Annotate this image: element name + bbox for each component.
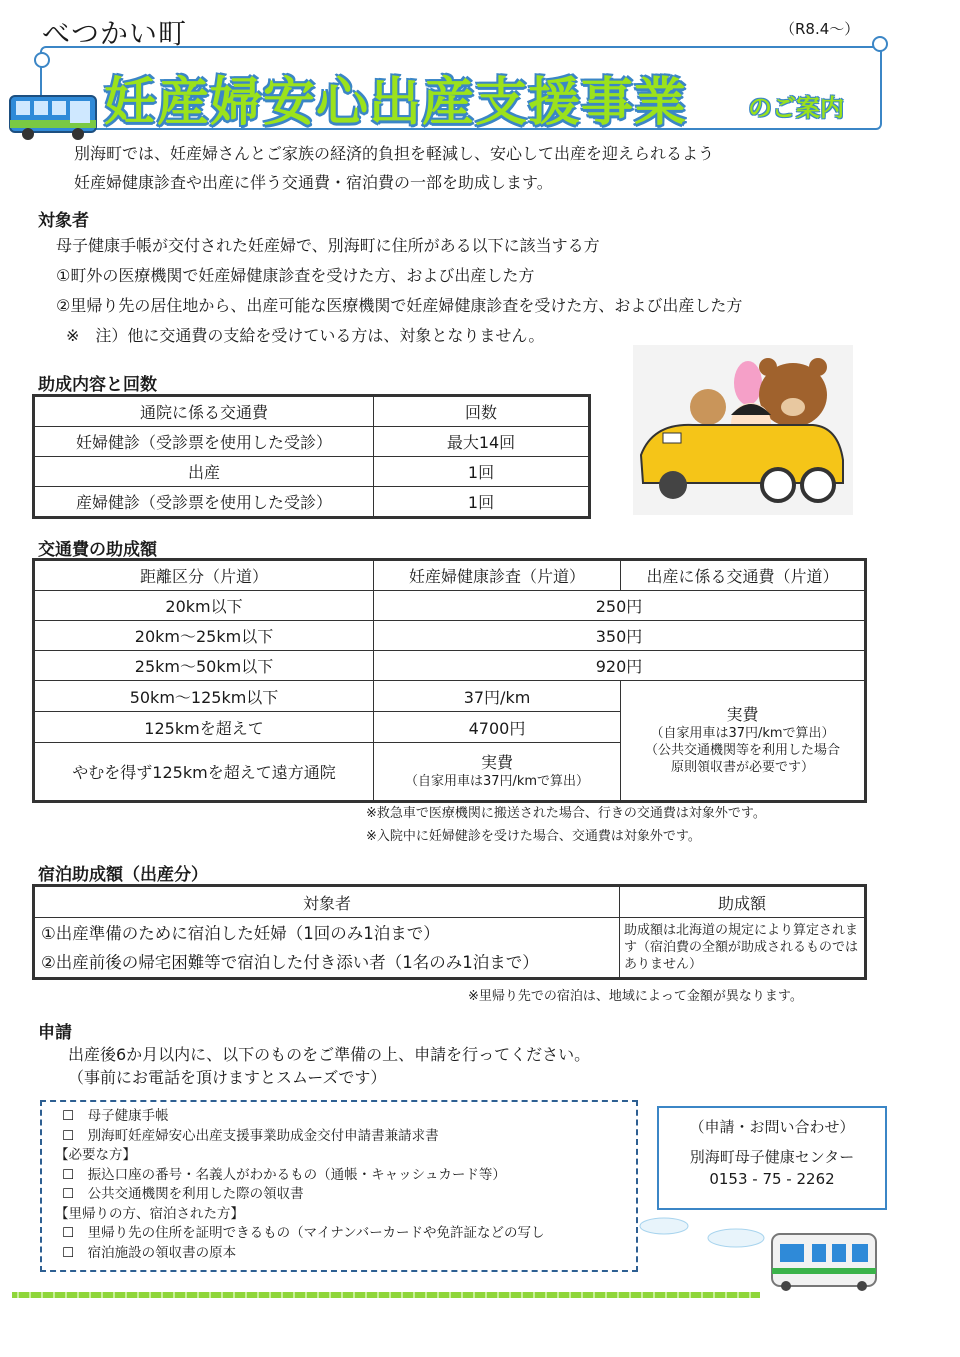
table-cell: 最大14回 <box>374 427 589 457</box>
header-cell: 出産に係る交通費（片道） <box>621 561 865 591</box>
main-title: 妊産婦安心出産支援事業 <box>104 73 688 133</box>
document-item: ☐ 宿泊施設の領収書の原本 <box>62 1245 237 1261</box>
document-item: ☐ 振込口座の番号・名義人がわかるもの（通帳・キャッシュカード等） <box>62 1167 506 1183</box>
table-row <box>35 457 589 487</box>
lodging-item-2: ②出産前後の帰宅困難等で宿泊した付き添い者（1名のみ1泊まで） <box>41 952 539 972</box>
actual-cost-title: 実費 <box>480 753 513 772</box>
document-group-label: 【里帰りの方、宿泊された方】 <box>55 1206 244 1222</box>
document-item: ☐ 母子健康手帳 <box>62 1108 169 1124</box>
document-item: ☐ 公共交通機関を利用した際の領収書 <box>62 1186 304 1202</box>
table-cell: 20km以下 <box>35 591 374 621</box>
contact-name: 別海町母子健康センター <box>689 1148 855 1166</box>
eligibility-heading: 対象者 <box>38 211 89 231</box>
table-row <box>35 621 865 651</box>
town-name: べつかい町 <box>42 17 188 50</box>
bus-illustration <box>8 92 100 142</box>
table-row <box>35 681 865 712</box>
eligibility-line-3: ②里帰り先の居住地から、出産可能な医療機関で妊産婦健康診査を受けた方、および出産した方 <box>56 296 743 315</box>
header-cell: 回数 <box>374 397 589 427</box>
table-cell: 4700円 <box>374 712 621 743</box>
table-cell <box>35 918 620 978</box>
table-row <box>35 487 589 517</box>
actual-cost-note: （自家用車は37円/kmで算出） <box>650 726 835 741</box>
table-cell: 20km～25km以下 <box>35 621 374 651</box>
application-line-1: 出産後6か月以内に、以下のものをご準備の上、申請を行ってください。 <box>68 1045 591 1064</box>
table-cell: 37円/km <box>374 681 621 712</box>
table-row <box>35 561 865 591</box>
document-group-label: 【必要な方】 <box>55 1147 136 1163</box>
car-animals-illustration <box>633 345 853 515</box>
title-suffix: のご案内 <box>748 94 844 122</box>
table-cell: 250円 <box>374 591 865 621</box>
contact-phone: 0153 - 75 - 2262 <box>709 1170 835 1188</box>
table-cell: 妊婦健診（受診票を使用した受診） <box>35 427 374 457</box>
lodging-note: ※里帰り先での宿泊は、地域によって金額が異なります。 <box>468 989 803 1004</box>
table-cell: 1回 <box>374 487 589 517</box>
intro-line-2: 妊産婦健康診査や出産に伴う交通費・宿泊費の一部を助成します。 <box>74 173 553 192</box>
lodging-table <box>34 886 865 978</box>
transport-table <box>34 560 865 801</box>
table-cell: 50km～125km以下 <box>35 681 374 712</box>
lodging-item-1: ①出産準備のために宿泊した妊婦（1回のみ1泊まで） <box>41 923 440 943</box>
transport-note-2: ※入院中に妊婦健診を受けた場合、交通費は対象外です。 <box>366 829 701 844</box>
header-cell: 助成額 <box>620 887 865 918</box>
table-cell: 1回 <box>374 457 589 487</box>
table-cell: 920円 <box>374 651 865 681</box>
table-cell: 25km～50km以下 <box>35 651 374 681</box>
table-row <box>35 427 589 457</box>
lodging-amount-cell: 助成額は北海道の規定により算定されます（宿泊費の全額が助成されるものではありません） <box>620 918 865 978</box>
actual-cost-title: 実費 <box>726 705 759 724</box>
scroll-curl-icon <box>34 52 50 68</box>
table-cell: やむを得ず125kmを超えて遠方通院 <box>35 743 374 801</box>
eligibility-line-1: 母子健康手帳が交付された妊産婦で、別海町に住所がある以下に該当する方 <box>56 236 600 255</box>
actual-cost-note: （自家用車は37円/kmで算出） <box>404 774 590 789</box>
content-table <box>34 396 589 517</box>
transport-heading: 交通費の助成額 <box>38 540 157 560</box>
eligibility-note: ※ 注）他に交通費の支給を受けている方は、対象となりません。 <box>66 326 545 345</box>
table-cell: 125kmを超えて <box>35 712 374 743</box>
header-cell: 距離区分（片道） <box>35 561 374 591</box>
actual-cost-cell <box>621 681 865 801</box>
scroll-curl-icon <box>872 36 888 52</box>
table-row <box>35 397 589 427</box>
lodging-heading: 宿泊助成額（出産分） <box>38 865 208 885</box>
table-cell: 出産 <box>35 457 374 487</box>
application-heading: 申請 <box>38 1023 72 1043</box>
contact-label: （申請・お問い合わせ） <box>689 1118 855 1136</box>
actual-cost-note: 原則領収書が必要です） <box>670 760 814 775</box>
train-illustration <box>636 1212 886 1292</box>
header-cell: 対象者 <box>35 887 620 918</box>
content-heading: 助成内容と回数 <box>38 375 157 395</box>
revision-label: （R8.4～） <box>780 20 860 38</box>
document-item: ☐ 別海町妊産婦安心出産支援事業助成金交付申請書兼請求書 <box>62 1128 439 1144</box>
grass-border <box>12 1292 760 1298</box>
eligibility-line-2: ①町外の医療機関で妊産婦健康診査を受けた方、および出産した方 <box>56 266 535 285</box>
intro-line-1: 別海町では、妊産婦さんとご家族の経済的負担を軽減し、安心して出産を迎えられるよう <box>74 144 715 163</box>
table-row <box>35 591 865 621</box>
table-row <box>35 887 865 918</box>
document-item: ☐ 里帰り先の住所を証明できるもの（マイナンバーカードや免許証などの写し <box>62 1225 545 1241</box>
table-cell: 産婦健診（受診票を使用した受診） <box>35 487 374 517</box>
table-cell <box>374 743 621 801</box>
header-cell: 妊産婦健康診査（片道） <box>374 561 621 591</box>
contact-box <box>657 1106 887 1210</box>
table-row <box>35 651 865 681</box>
transport-note-1: ※救急車で医療機関に搬送された場合、行きの交通費は対象外です。 <box>366 806 766 821</box>
application-line-2: （事前にお電話を頂けますとスムーズです） <box>68 1068 387 1087</box>
table-row <box>35 918 865 978</box>
header-cell: 通院に係る交通費 <box>35 397 374 427</box>
table-cell: 350円 <box>374 621 865 651</box>
actual-cost-note: （公共交通機関等を利用した場合 <box>644 743 840 758</box>
